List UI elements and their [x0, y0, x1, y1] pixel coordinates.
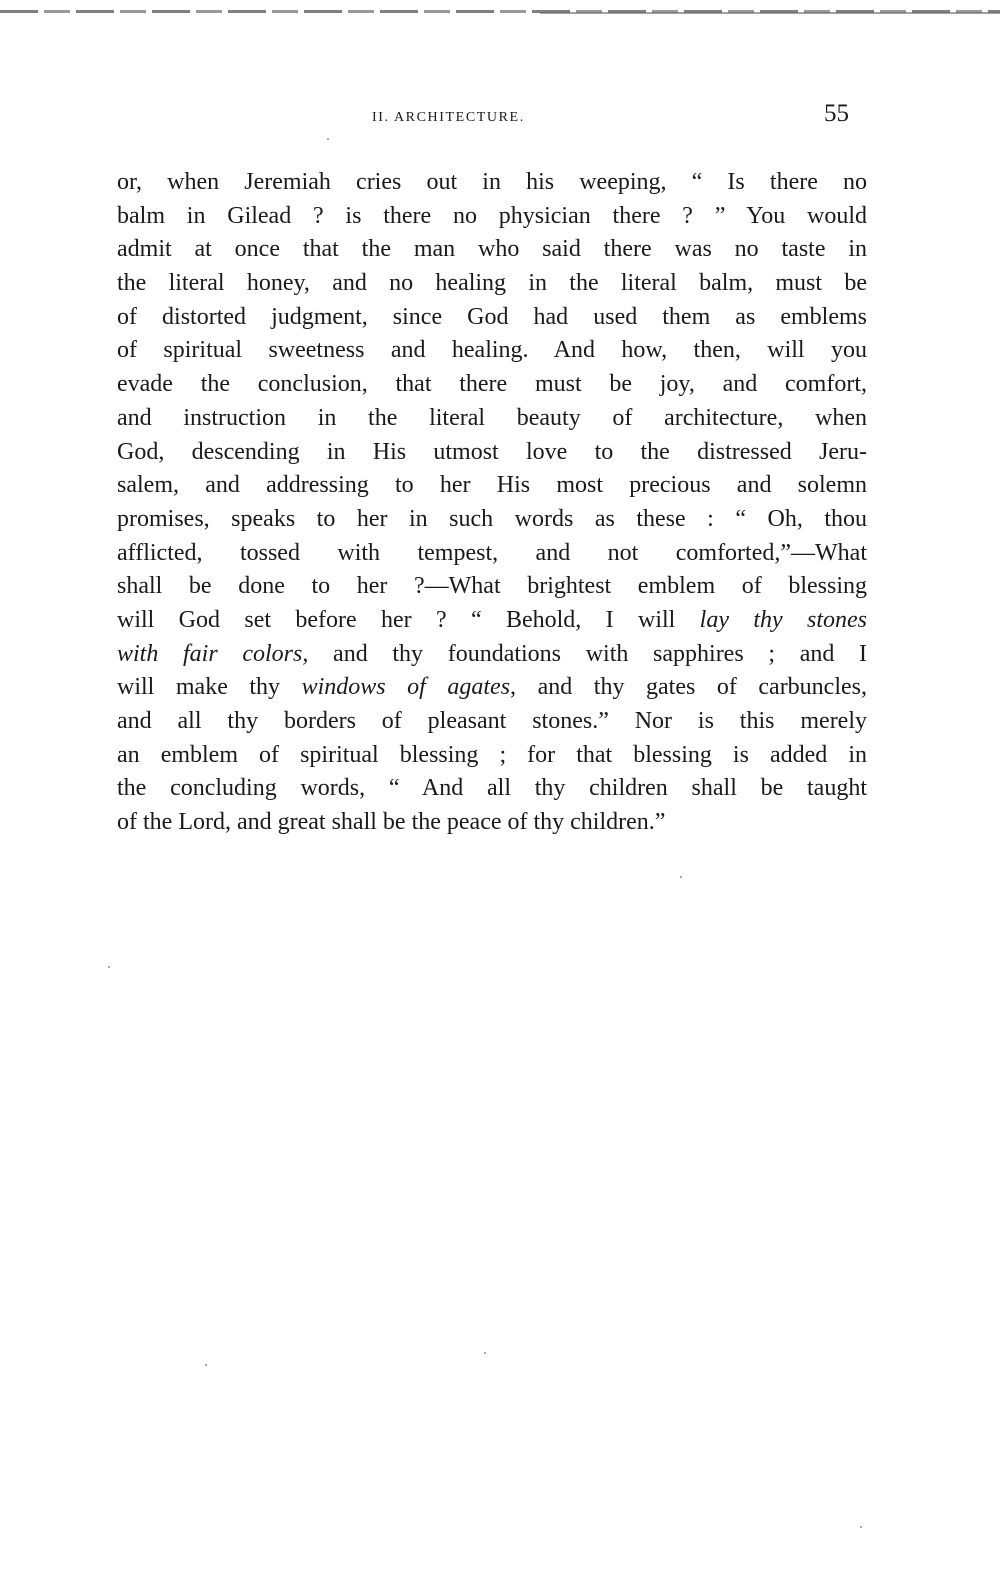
scan-speck [205, 1364, 207, 1366]
text-line: salem, and addressing to her His most precious and solemn [117, 472, 867, 499]
scan-edge-line [540, 12, 1000, 14]
text-line: shall be done to her ?—What brightest emblem of blessing [117, 573, 867, 600]
text-line [117, 671, 867, 705]
text-span: will make thy [117, 674, 302, 701]
italic-phrase: with fair colors, [117, 640, 309, 667]
text-line: evade the conclusion, that there must be joy, and comfort, [117, 371, 867, 398]
page-number: 55 [824, 100, 849, 127]
text-line: or, when Jeremiah cries out in his weeping, “ Is there no [117, 169, 867, 195]
italic-phrase: lay thy stones [699, 606, 867, 633]
text-span: and thy gates of carbuncles, [516, 674, 867, 701]
scan-speck [680, 876, 682, 878]
text-line: the concluding words, “ And all thy children shall be taught [117, 775, 867, 802]
text-line [117, 638, 867, 672]
body-text [117, 166, 867, 840]
text-line: of distorted judgment, since God had used them as emblems [117, 303, 867, 330]
text-line: admit at once that the man who said there was no taste in [117, 236, 867, 263]
text-line: afflicted, tossed with tempest, and not comforted,”—What [117, 539, 867, 566]
text-line: of the Lord, and great shall be the peace of thy children.” [117, 809, 666, 836]
text-span: will God set before her ? “ Behold, I will [117, 606, 700, 633]
text-span: and thy foundations with sapphires ; and I [308, 640, 868, 667]
scan-speck [484, 1352, 486, 1354]
text-line: promises, speaks to her in such words as these : “ Oh, thou [117, 505, 867, 532]
text-line: God, descending in His utmost love to the distressed Jeru- [117, 438, 867, 465]
text-line: an emblem of spiritual blessing ; for that blessing is added in [117, 741, 867, 768]
scan-speck [327, 138, 329, 140]
text-line: of spiritual sweetness and healing. And how, then, will you [117, 337, 867, 364]
scan-speck [860, 1526, 862, 1528]
text-line: balm in Gilead ? is there no physician there ? ” You would [117, 202, 867, 229]
text-line: the literal honey, and no healing in the literal balm, must be [117, 270, 867, 297]
text-line: and all thy borders of pleasant stones.” Nor is this merely [117, 708, 867, 734]
running-head: II. ARCHITECTURE. [372, 110, 525, 125]
text-line: and instruction in the literal beauty of architecture, when [117, 404, 867, 431]
italic-phrase: windows of agates, [301, 674, 517, 701]
scan-speck [108, 966, 110, 968]
text-line [117, 604, 867, 638]
